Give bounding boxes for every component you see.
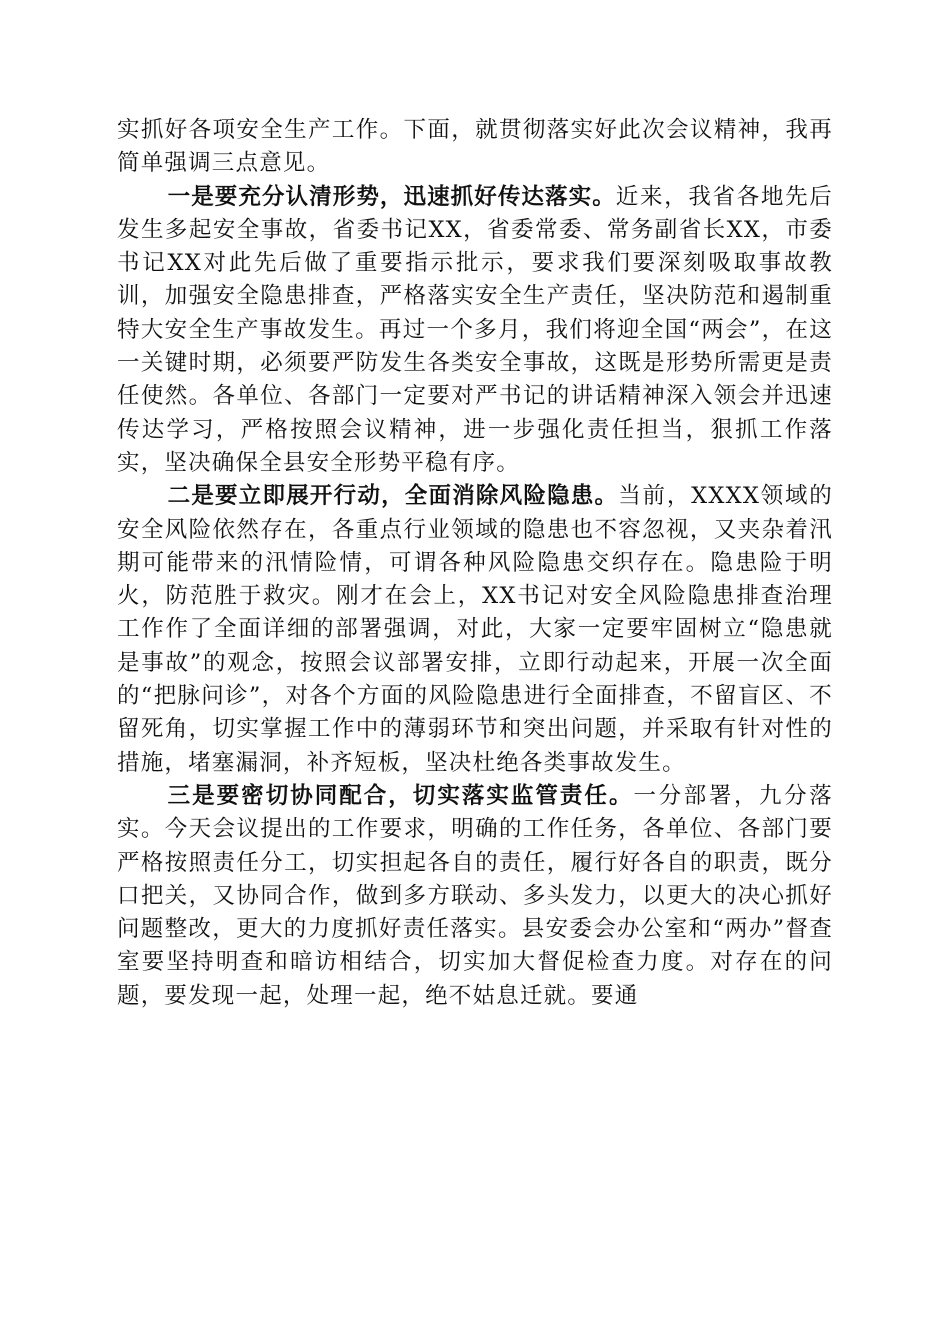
- paragraph-point-one: [117, 181, 833, 481]
- paragraph-lead-heading: 一是要充分认清形势，迅速抓好传达落实。: [167, 183, 616, 210]
- document-page: [117, 114, 833, 1013]
- paragraph-body: 当前，XXXX领域的安全风险依然存在，各重点行业领域的隐患也不容忽视，又夹杂着汛期可能带来的汛情险情，可谓各种风险隐患交织存在。隐患险于明火，防范胜于救灾。刚才在会上，XX书记对安全风险隐患排查治理工作作了全面详细的部署强调，对此，大家一定要牢固树立“隐患就是事故”的观念，按照会议部署安排，立即行动起来，开展一次全面的“把脉问诊”，对各个方面的风险隐患进行全面排查，不留盲区、不留死角，切实掌握工作中的薄弱环节和突出问题，并采取有针对性的措施，堵塞漏洞，补齐短板，坚决杜绝各类事故发生。: [117, 483, 834, 776]
- paragraph-point-three: [117, 780, 833, 1013]
- paragraph-body: 近来，我省各地先后发生多起安全事故，省委书记XX，省委常委、常务副省长XX，市委书记XX对此先后做了重要指示批示，要求我们要深刻吸取事故教训，加强安全隐患排查，严格落实安全生产责任，坚决防范和遏制重特大安全生产事故发生。再过一个多月，我们将迎全国“两会”，在这一关键时期，必须要严防发生各类安全事故，这既是形势所需更是责任使然。各单位、各部门一定要对严书记的讲话精神深入领会并迅速传达学习，严格按照会议精神，进一步强化责任担当，狠抓工作落实，坚决确保全县安全形势平稳有序。: [117, 183, 833, 476]
- paragraph-body: 一分部署，九分落实。今天会议提出的工作要求，明确的工作任务，各单位、各部门要严格按照责任分工，切实担起各自的责任，履行好各自的职责，既分口把关，又协同合作，做到多方联动、多头发力，以更大的决心抓好问题整改，更大的力度抓好责任落实。县安委会办公室和“两办”督查室要坚持明查和暗访相结合，切实加大督促检查力度。对存在的问题，要发现一起，处理一起，绝不姑息迁就。要通: [117, 782, 833, 1009]
- paragraph-point-two: [117, 480, 833, 780]
- paragraph-lead-heading: 二是要立即展开行动，全面消除风险隐患。: [167, 483, 619, 510]
- paragraph-continuation: [117, 114, 833, 181]
- paragraph-body: 实抓好各项安全生产工作。下面，就贯彻落实好此次会议精神，我再简单强调三点意见。: [117, 117, 833, 177]
- paragraph-lead-heading: 三是要密切协同配合，切实落实监管责任。: [167, 782, 634, 809]
